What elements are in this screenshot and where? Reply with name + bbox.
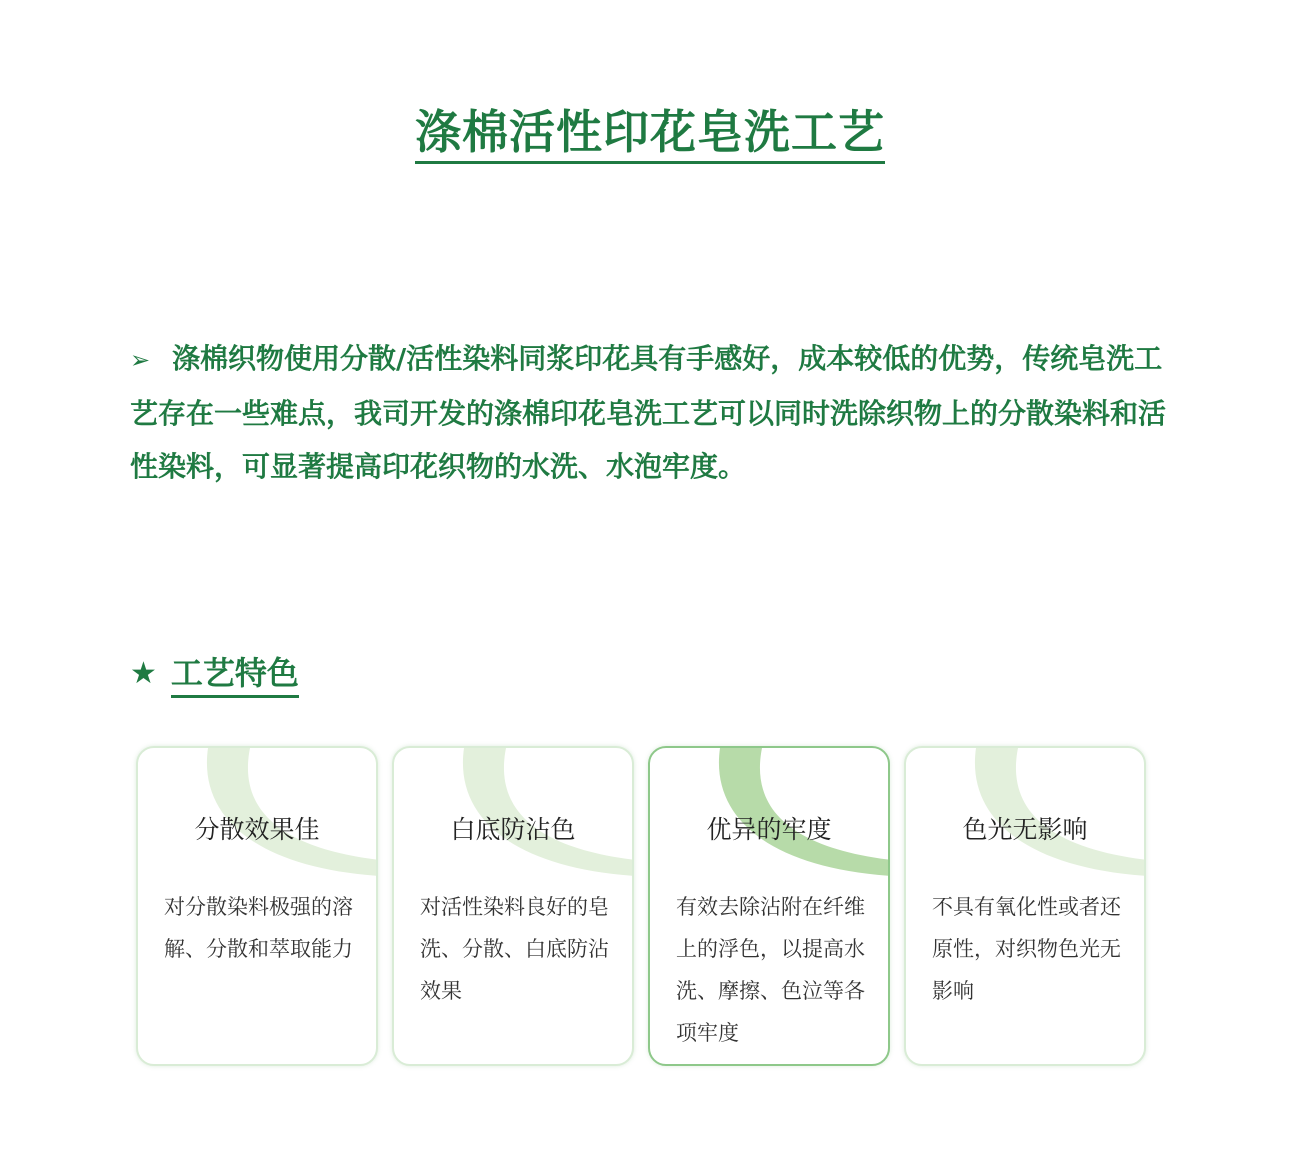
feature-card-title: 白底防沾色 xyxy=(450,815,576,844)
star-icon: ★ xyxy=(130,655,157,691)
feature-card-title: 分散效果佳 xyxy=(194,815,320,844)
feature-card-desc: 对活性染料良好的皂洗、分散、白底防沾效果 xyxy=(420,895,609,1003)
feature-card-title: 色光无影响 xyxy=(962,815,1088,844)
intro-paragraph xyxy=(130,332,1170,493)
page-title-text: 涤棉活性印花皂洗工艺 xyxy=(415,105,885,164)
page-title xyxy=(0,96,1300,162)
feature-card-desc: 不具有氧化性或者还原性，对织物色光无影响 xyxy=(932,895,1121,1003)
section-heading-label: 工艺特色 xyxy=(171,648,299,698)
feature-card-desc: 有效去除沾附在纤维上的浮色，以提高水洗、摩擦、色泣等各项牢度 xyxy=(676,895,865,1045)
feature-card-white-ground xyxy=(392,746,634,1066)
feature-card-desc: 对分散染料极强的溶解、分散和萃取能力 xyxy=(164,895,353,961)
feature-card-dispersion xyxy=(136,746,378,1066)
feature-card-fastness xyxy=(648,746,890,1066)
section-heading xyxy=(130,648,299,698)
intro-text: 涤棉织物使用分散/活性染料同浆印花具有手感好，成本较低的优势，传统皂洗工艺存在一些难点，我司开发的涤棉印花皂洗工艺可以同时洗除织物上的分散染料和活性染料，可显著提高印花织物的水洗、水泡牢度。 xyxy=(130,342,1167,483)
arrow-bullet-icon: ➢ xyxy=(130,346,151,374)
feature-card-title: 优异的牢度 xyxy=(706,815,832,844)
feature-cards xyxy=(136,746,1148,1070)
feature-card-shade xyxy=(904,746,1146,1066)
